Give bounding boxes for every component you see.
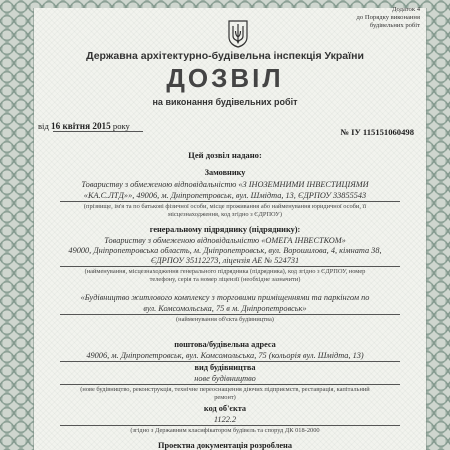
- annex-line-1: Додаток 4: [392, 6, 420, 13]
- address-heading: поштова/будівельна адреса: [174, 340, 276, 349]
- date-value: 16 квітня 2015: [50, 121, 111, 131]
- object-line-1: «Будівництво житлового комплексу з торговими приміщеннями та паркінгом по: [80, 293, 370, 302]
- address-underline: [60, 361, 400, 362]
- design-docs-heading: Проектна документація розроблена: [158, 441, 292, 450]
- customer-note-2: місцезнаходження, код згідно з ЄДРПОУ): [168, 211, 282, 218]
- customer-line-1: Товариству з обмеженою відповідальністю «З ІНОЗЕМНИМИ ІНВЕСТИЦІЯМИ: [81, 180, 369, 189]
- contractor-note-1: (найменування, місцезнаходження генерального підрядника (підрядника), код згідно з ЄДРПОУ, номер: [84, 268, 366, 275]
- contractor-heading: генеральному підряднику (підряднику):: [149, 225, 301, 234]
- construction-type-underline: [60, 384, 400, 385]
- construction-type-value: нове будівництво: [194, 374, 256, 383]
- contractor-line-2: 49000, Дніпропетровська область, м. Дніпропетровськ, вул. Ворошилова, 4, кімната 38,: [68, 246, 382, 255]
- trident-emblem-icon: [228, 20, 248, 48]
- customer-underline: [60, 201, 400, 202]
- issue-date: [38, 121, 130, 131]
- object-note: (найменування об'єкта будівництва): [176, 316, 274, 323]
- address-value: 49006, м. Дніпропетровськ, вул. Комсомольська, 75 (кольорія вул. Шмідта, 13): [86, 351, 364, 360]
- customer-heading: Замовнику: [204, 168, 246, 177]
- object-code-note: (згідно з Державним класифікатором будівель та споруд ДК 018-2000: [130, 427, 320, 434]
- object-code-underline: [60, 425, 400, 426]
- contractor-line-3: ЄДРПОУ 35112273, ліцензія АЕ № 524731: [150, 256, 300, 265]
- contractor-line-1: Товариству з обмеженою відповідальністю «ОМЕГА ІНВЕСТКОМ»: [104, 236, 346, 245]
- annex-note: [357, 6, 420, 30]
- annex-line-3: будівельних робіт: [369, 22, 420, 29]
- contractor-note-2: телефону, серія та номер ліцензії (необхідне зазначити): [149, 276, 301, 283]
- issued-to-heading: Цей дозвіл надано:: [188, 150, 262, 160]
- date-underline: [53, 131, 143, 132]
- annex-line-2: до Порядку виконання: [356, 14, 420, 21]
- construction-type-heading: вид будівництва: [194, 363, 256, 372]
- object-code-value: 1122.2: [213, 415, 237, 424]
- document-title: ДОЗВІЛ: [166, 63, 284, 93]
- date-prefix: від: [38, 121, 49, 131]
- permit-number: № IУ 115151060498: [340, 127, 414, 137]
- agency-name: Державна архітектурно-будівельна інспекція України: [86, 50, 364, 62]
- object-line-2: вул. Комсомольська, 75 в м. Дніпропетровськ»: [143, 304, 307, 313]
- object-underline: [60, 314, 400, 315]
- date-suffix: року: [112, 121, 130, 131]
- document-subtitle: на виконання будівельних робіт: [152, 97, 298, 107]
- construction-type-note-1: (нове будівництво, реконструкція, технічне переоснащення діючих підприємств, реставрація, капітальний: [80, 386, 370, 393]
- contractor-underline: [60, 266, 400, 267]
- construction-type-note-2: ремонт): [214, 394, 236, 401]
- object-code-heading: код об'єкта: [203, 404, 247, 413]
- customer-note-1: (прізвище, ім'я та по батькові фізичної особи, місце проживання або найменування юридичної особи, її: [83, 203, 367, 210]
- customer-line-2: «КА.С.ЛТД»», 49006, м. Дніпропетровськ, вул. Шмідта, 13, ЄДРПОУ 33855543: [83, 191, 367, 200]
